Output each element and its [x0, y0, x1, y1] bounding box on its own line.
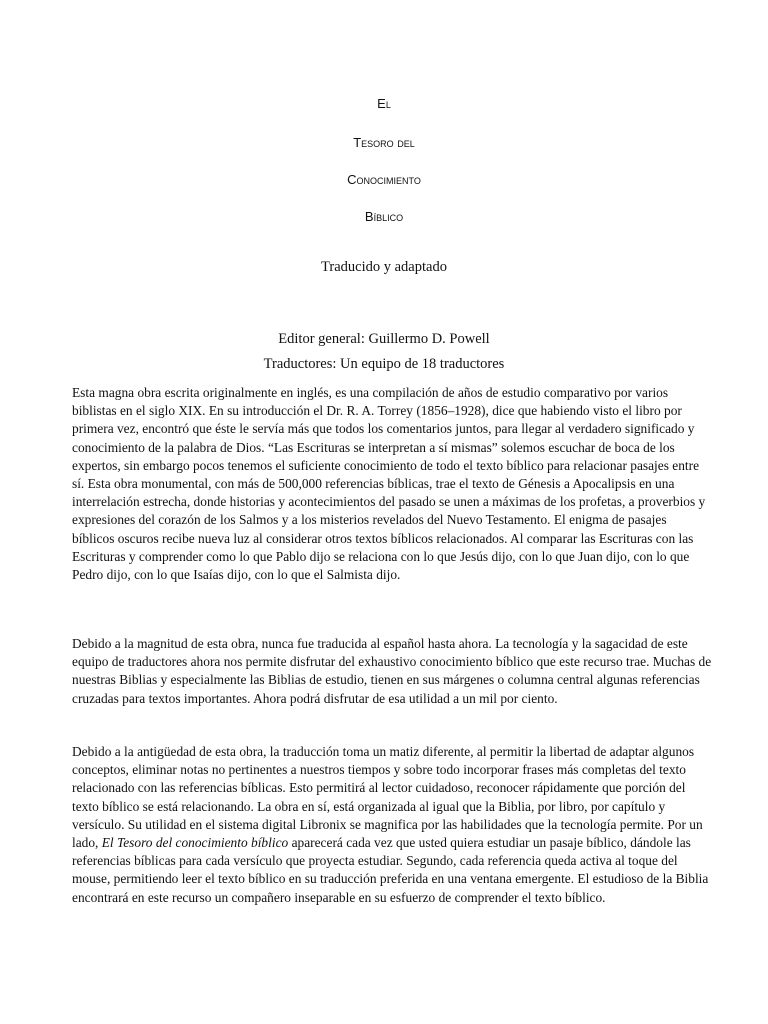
paragraph-3	[72, 743, 712, 907]
title-line-4: Bíblico	[364, 209, 404, 224]
book-title-italic: El Tesoro del conocimiento bíblico	[101, 835, 289, 851]
title-line-1: El	[377, 96, 391, 111]
translators-line: Traductores: Un equipo de 18 traductores	[263, 356, 505, 372]
subtitle: Traducido y adaptado	[321, 259, 447, 275]
paragraph-1: Esta magna obra escrita originalmente en inglés, es una compilación de años de estudio comparativo por varios biblistas en el siglo XIX. En su introducción el Dr. R. A. Torrey (1856–1928), dice que habiendo visto el libro por primera vez, encontró que éste le servía más que todos los comentarios juntos, para llegar al verdadero significado y conocimiento de la palabra de Dios. “Las Escrituras se interpretan a sí mismas” solemos escuchar de boca de los expertos, sin embargo pocos tenemos el suficiente conocimiento de todo el texto bíblico para relacionar pasajes entre sí. Esta obra monumental, con más de 500,000 referencias bíblicas, trae el texto de Génesis a Apocalipsis en una interrelación estrecha, donde historias y acontecimientos del pasado se unen a máximas de los profetas, a proverbios y expresiones del corazón de los Salmos y a los misterios revelados del Nuevo Testamento. El enigma de pasajes bíblicos oscuros recibe nueva luz al considerar otros textos bíblicos relacionados. Al comparar las Escrituras con las Escrituras y comprender como lo que Pablo dijo se relaciona con lo que Jesús dijo, con lo que Juan dijo, con lo que Pedro dijo, con lo que Isaías dijo, con lo que el Salmista dijo.	[72, 385, 706, 583]
paragraph-3-text-b: aparecerá cada vez que usted quiera estudiar un pasaje bíblico, dándole las referencias bíblicas para cada versículo que proyecta estudiar. Segundo, cada referencia queda activa al toque del mouse, permitiendo leer el texto bíblico en su traducción preferida en una ventana emergente. El estudioso de la Biblia encontrará en este recurso un compañero inseparable en su esfuerzo de comprender el texto bíblico.	[72, 835, 709, 905]
title-line-2: Tesoro del	[353, 135, 415, 150]
paragraph-3-text-a: Debido a la antigüedad de esta obra, la traducción toma un matiz diferente, al permitir la libertad de adaptar algunos conceptos, eliminar notas no pertinentes a nuestros tiempos y sobre todo incorporar frases más completas del texto relacionado con las referencias bíblicas. Esto permitirá al lector cuidadoso, reconocer rápidamente que porción del texto bíblico se está relacionando. La obra en sí, está organizada al igual que la Biblia, por libro, por capítulo y versículo. Su utilidad en el sistema digital Libronix se magnifica por las habilidades que la tecnología permite. Por un lado,	[72, 744, 703, 851]
editor-line: Editor general: Guillermo D. Powell	[278, 331, 490, 347]
paragraph-2: Debido a la magnitud de esta obra, nunca fue traducida al español hasta ahora. La tecnología y la sagacidad de este equipo de traductores ahora nos permite disfrutar del exhaustivo conocimiento bíblico que este recurso trae. Muchas de nuestras Biblias y especialmente las Biblias de estudio, tienen en sus márgenes o columna central algunas referencias cruzadas para textos importantes. Ahora podrá disfrutar de esa utilidad a un mil por ciento.	[72, 636, 712, 706]
title-line-3: Conocimiento	[347, 172, 421, 187]
